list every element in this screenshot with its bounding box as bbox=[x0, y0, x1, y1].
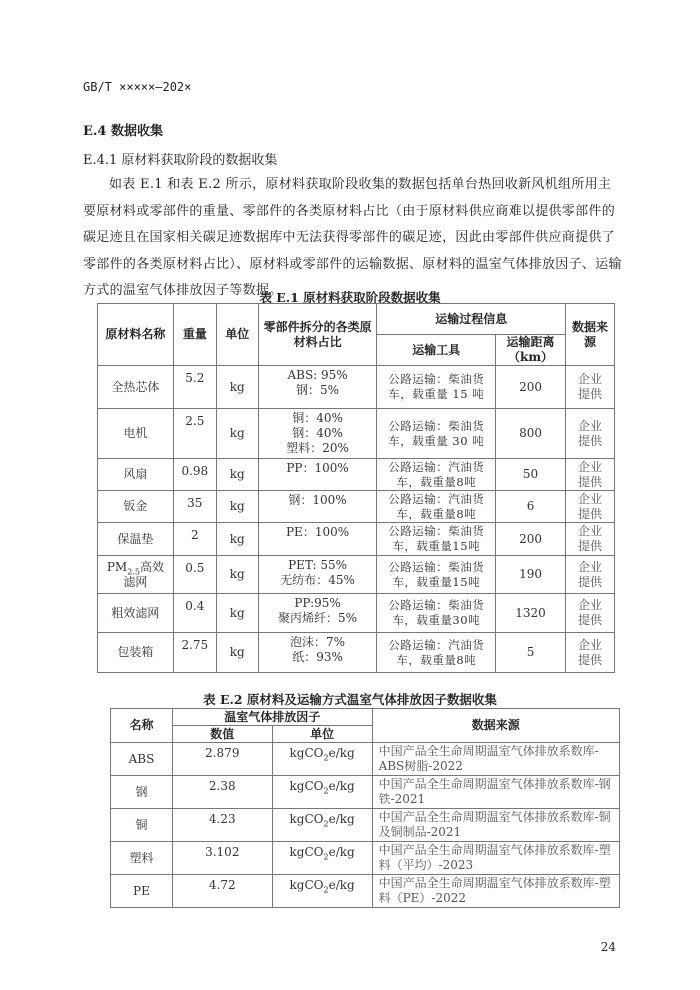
unit-subscript: 2 bbox=[323, 786, 329, 796]
unit-suffix: e/kg bbox=[328, 878, 355, 892]
material-name-suffix: 高效滤网 bbox=[123, 559, 164, 589]
material-name-cell: 钢 bbox=[111, 776, 173, 809]
material-name-cell bbox=[98, 409, 174, 459]
ratio-line: 钢：40% bbox=[292, 426, 343, 440]
data-source-cell: 中国产品全生命周期温室气体排放系数库-铜及铜制品-2021 bbox=[372, 809, 619, 842]
data-source-cell: 企业提供 bbox=[566, 491, 615, 523]
header-unit: 单位 bbox=[272, 726, 372, 743]
transport-tool-cell: 公路运输：汽油货车，载重量8吨 bbox=[377, 459, 496, 491]
unit-subscript: 2 bbox=[323, 819, 329, 829]
unit-prefix: kgCO bbox=[289, 878, 324, 892]
ratio-line: ABS: 95% bbox=[287, 368, 348, 382]
unit-prefix: kgCO bbox=[289, 779, 324, 793]
unit-cell: kg bbox=[216, 491, 258, 523]
distance-cell: 200 bbox=[496, 523, 566, 556]
material-name-cell: 塑料 bbox=[111, 842, 173, 875]
transport-tool-cell: 公路运输：柴油货车，载重量 15 吨 bbox=[377, 366, 496, 409]
transport-tool-cell: 公路运输：汽油货车，载重量8吨 bbox=[377, 491, 496, 523]
distance-cell: 5 bbox=[496, 633, 566, 673]
unit-suffix: e/kg bbox=[328, 746, 355, 760]
header-transport-tool: 运输工具 bbox=[377, 335, 496, 366]
value-cell: 2.879 bbox=[172, 743, 272, 776]
header-transport-distance: 运输距离（km） bbox=[496, 335, 566, 366]
ratio-line: 铜：40% bbox=[292, 411, 343, 425]
data-source-cell: 中国产品全生命周期温室气体排放系数库-塑料（PE）-2022 bbox=[372, 875, 619, 908]
unit-cell bbox=[272, 875, 372, 908]
data-source-cell: 企业提供 bbox=[566, 523, 615, 556]
weight-cell: 2.75 bbox=[173, 633, 216, 673]
data-source-cell: 企业提供 bbox=[566, 459, 615, 491]
header-emission-factor: 温室气体排放因子 bbox=[172, 709, 372, 726]
ratio-cell bbox=[258, 633, 377, 673]
unit-cell: kg bbox=[216, 594, 258, 633]
material-name: 粗效滤网 bbox=[111, 605, 160, 620]
material-name: PM bbox=[106, 559, 128, 574]
material-name-cell: PE bbox=[111, 875, 173, 908]
table-row bbox=[111, 776, 620, 809]
ratio-line: 塑料：20% bbox=[286, 441, 349, 455]
table-row bbox=[98, 459, 615, 491]
header-material-name: 原材料名称 bbox=[98, 304, 174, 366]
transport-tool-cell: 公路运输：柴油货车，载重量30吨 bbox=[377, 594, 496, 633]
material-name-cell bbox=[98, 366, 174, 409]
distance-cell: 190 bbox=[496, 556, 566, 594]
ratio-line: 钢：5% bbox=[296, 383, 340, 397]
ratio-line: PP：100% bbox=[286, 461, 349, 475]
unit-prefix: kgCO bbox=[289, 746, 324, 760]
ratio-cell bbox=[258, 459, 377, 491]
material-name: 电机 bbox=[123, 426, 148, 440]
material-name: 钣金 bbox=[123, 499, 148, 513]
subsection-title: E.4.1 原材料获取阶段的数据收集 bbox=[83, 153, 278, 168]
data-source-cell: 企业提供 bbox=[566, 594, 615, 633]
unit-suffix: e/kg bbox=[328, 779, 355, 793]
raw-material-data-table bbox=[97, 303, 615, 673]
unit-cell bbox=[272, 842, 372, 875]
table-row bbox=[98, 633, 615, 673]
table-row bbox=[98, 409, 615, 459]
header-data-source: 数据来源 bbox=[566, 304, 615, 366]
material-name: 包装箱 bbox=[117, 645, 154, 659]
ratio-line: PP:95% bbox=[294, 596, 341, 610]
table-row bbox=[98, 491, 615, 523]
unit-subscript: 2 bbox=[323, 753, 329, 763]
data-source-cell: 中国产品全生命周期温室气体排放系数库-ABS树脂-2022 bbox=[372, 743, 619, 776]
header-ratio: 零部件拆分的各类原材料占比 bbox=[258, 304, 377, 366]
body-paragraph: 如表 E.1 和表 E.2 所示，原材料获取阶段收集的数据包括单台热回收新风机组所用主要原材料或零部件的重量、零部件的各类原材料占比（由于原材料供应商难以提供零部件的碳足迹且在国家相关碳足迹数据库中无法获得零部件的碳足迹，因此由零部件供应商提供了零部件的各类原材料占比）、原材料或零部件的运输数据、原材料的温室气体排放因子、运输方式的温室气体排放因子等数据。 bbox=[83, 177, 622, 298]
material-name: 风扇 bbox=[123, 467, 148, 481]
table-row bbox=[111, 875, 620, 908]
unit-cell: kg bbox=[216, 409, 258, 459]
page-number: 24 bbox=[600, 940, 616, 954]
unit-suffix: e/kg bbox=[328, 812, 355, 826]
table-row bbox=[111, 809, 620, 842]
material-name-cell bbox=[98, 556, 174, 594]
unit-cell bbox=[272, 743, 372, 776]
transport-tool-cell: 公路运输：柴油货车，载重量 30 吨 bbox=[377, 409, 496, 459]
material-name-cell: ABS bbox=[111, 743, 173, 776]
material-name-cell bbox=[98, 523, 174, 556]
weight-cell: 0.4 bbox=[173, 594, 216, 633]
distance-cell: 1320 bbox=[496, 594, 566, 633]
unit-cell: kg bbox=[216, 523, 258, 556]
unit-subscript: 2 bbox=[323, 885, 329, 895]
header-name: 名称 bbox=[111, 709, 173, 743]
unit-cell bbox=[272, 809, 372, 842]
table-row bbox=[98, 366, 615, 409]
value-cell: 2.38 bbox=[172, 776, 272, 809]
ratio-line: 纸：93% bbox=[292, 650, 343, 664]
table1-caption: 表 E.1 原材料获取阶段数据收集 bbox=[259, 290, 441, 305]
table-row bbox=[98, 523, 615, 556]
material-name-cell bbox=[98, 459, 174, 491]
table-row bbox=[111, 743, 620, 776]
material-name-cell: 铜 bbox=[111, 809, 173, 842]
data-source-cell: 企业提供 bbox=[566, 409, 615, 459]
ratio-cell bbox=[258, 491, 377, 523]
section-title: E.4 数据收集 bbox=[83, 124, 164, 139]
table-row bbox=[98, 556, 615, 594]
unit-cell: kg bbox=[216, 633, 258, 673]
value-cell: 3.102 bbox=[172, 842, 272, 875]
header-transport-info: 运输过程信息 bbox=[377, 304, 566, 335]
ratio-cell bbox=[258, 556, 377, 594]
weight-cell: 35 bbox=[173, 491, 216, 523]
ratio-cell bbox=[258, 409, 377, 459]
material-name-subscript: 2.5 bbox=[127, 566, 140, 576]
weight-cell: 2 bbox=[173, 523, 216, 556]
ratio-line: 泡沫：7% bbox=[290, 635, 346, 649]
material-name-cell bbox=[98, 633, 174, 673]
transport-tool-cell: 公路运输：汽油货车，载重量8吨 bbox=[377, 633, 496, 673]
unit-cell: kg bbox=[216, 556, 258, 594]
value-cell: 4.23 bbox=[172, 809, 272, 842]
weight-cell: 2.5 bbox=[173, 409, 216, 459]
transport-tool-cell: 公路运输：柴油货车，载重量15吨 bbox=[377, 556, 496, 594]
header-data-source: 数据来源 bbox=[372, 709, 619, 743]
table-row bbox=[98, 594, 615, 633]
table2-caption: 表 E.2 原材料及运输方式温室气体排放因子数据收集 bbox=[203, 692, 497, 707]
data-source-cell: 企业提供 bbox=[566, 556, 615, 594]
material-name-cell bbox=[98, 491, 174, 523]
distance-cell: 6 bbox=[496, 491, 566, 523]
header-weight: 重量 bbox=[173, 304, 216, 366]
unit-cell: kg bbox=[216, 366, 258, 409]
header-unit: 单位 bbox=[216, 304, 258, 366]
value-cell: 4.72 bbox=[172, 875, 272, 908]
weight-cell: 5.2 bbox=[173, 366, 216, 409]
emission-factor-table bbox=[110, 708, 620, 908]
weight-cell: 0.98 bbox=[173, 459, 216, 491]
unit-prefix: kgCO bbox=[289, 812, 324, 826]
document-code: GB/T ×××××—202× bbox=[83, 80, 192, 94]
ratio-cell bbox=[258, 594, 377, 633]
unit-suffix: e/kg bbox=[328, 845, 355, 859]
ratio-line: 无纺布：45% bbox=[280, 573, 355, 587]
weight-cell: 0.5 bbox=[173, 556, 216, 594]
data-source-cell: 企业提供 bbox=[566, 366, 615, 409]
ratio-line: 聚丙烯纤：5% bbox=[278, 611, 358, 625]
data-source-cell: 中国产品全生命周期温室气体排放系数库-塑料（平均）-2023 bbox=[372, 842, 619, 875]
transport-tool-cell: 公路运输：柴油货车，载重量15吨 bbox=[377, 523, 496, 556]
ratio-cell bbox=[258, 523, 377, 556]
ratio-line: 钢：100% bbox=[288, 493, 347, 507]
unit-cell bbox=[272, 776, 372, 809]
material-name-cell bbox=[98, 594, 174, 633]
ratio-cell bbox=[258, 366, 377, 409]
distance-cell: 50 bbox=[496, 459, 566, 491]
data-source-cell: 企业提供 bbox=[566, 633, 615, 673]
material-name: 全热芯体 bbox=[111, 379, 160, 394]
distance-cell: 800 bbox=[496, 409, 566, 459]
unit-cell: kg bbox=[216, 459, 258, 491]
distance-cell: 200 bbox=[496, 366, 566, 409]
unit-subscript: 2 bbox=[323, 852, 329, 862]
material-name: 保温垫 bbox=[117, 531, 154, 546]
ratio-line: PET: 55% bbox=[288, 558, 348, 572]
data-source-cell: 中国产品全生命周期温室气体排放系数库-钢铁-2021 bbox=[372, 776, 619, 809]
ratio-line: PE：100% bbox=[285, 525, 350, 539]
unit-prefix: kgCO bbox=[289, 845, 324, 859]
header-value: 数值 bbox=[172, 726, 272, 743]
table-row bbox=[111, 842, 620, 875]
